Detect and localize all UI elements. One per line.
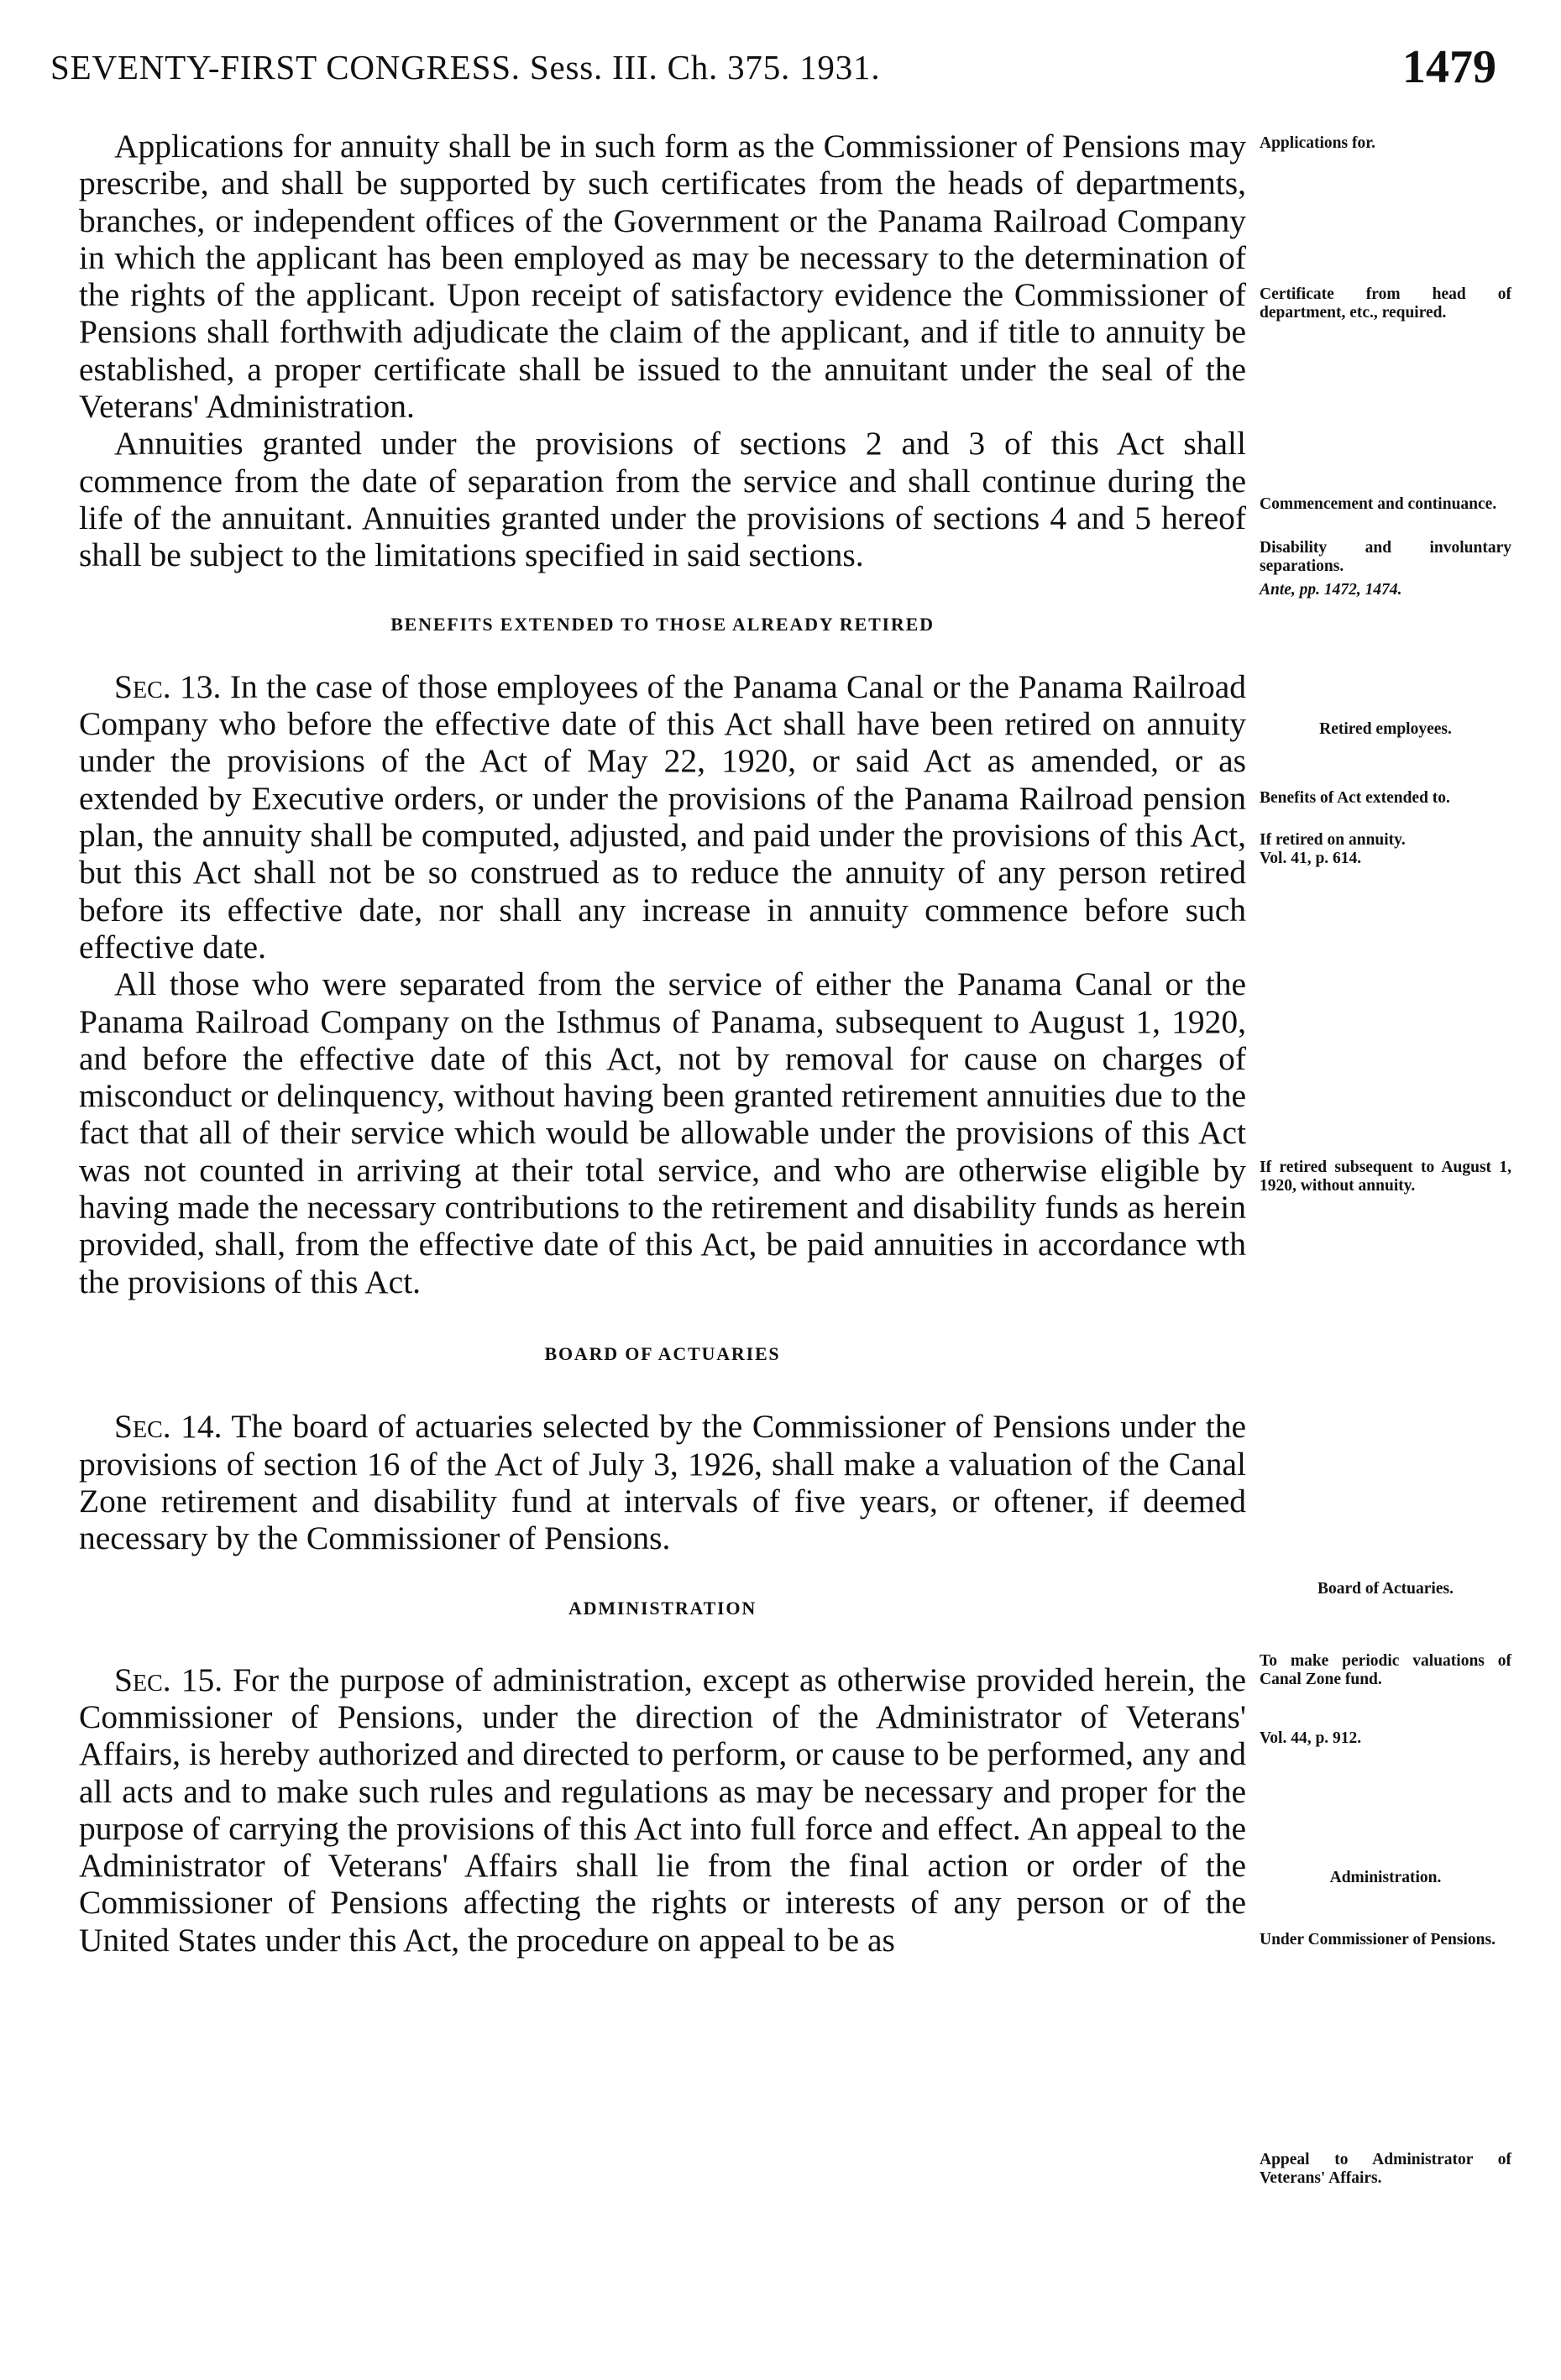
margin-note-board: Board of Actuaries.: [1317, 1580, 1454, 1598]
margin-note-vol41: Vol. 41, p. 614.: [1260, 850, 1362, 867]
sec-13-text: In the case of those employees of the Panama Canal or the Panama Railroad Company who before the effective date of this Act shall have been retired on annuity under the provisions of the Act of May 22, 1920, or said Act as amended, or as extended by Executive orders, or under the provisions of the Panama Railroad pension plan, the annuity shall be computed, adjusted, and paid under the provisions of this Act, but this Act shall not be so construed as to reduce the annuity of any person retired before its effective date, nor shall any increase in annuity commence before such effective date.: [79, 667, 1247, 965]
heading-administration: ADMINISTRATION: [568, 1598, 757, 1619]
paragraph-applications: Applications for annuity shall be in such form as the Commissioner of Pensions may prescribe, and shall be supported by such certificates from the heads of departments, branches, or independent offices of the Government or the Panama Railroad Company in which the applicant has been employed as may be necessary to the determination of the rights of the applicant. Upon receipt of satisfactory evidence the Commissioner of Pensions shall forthwith adjudicate the claim of the applicant, and if title to annuity be established, a proper certificate shall be issued to the annuitant under the seal of the Veterans' Administration.: [79, 128, 1246, 426]
page-header: [50, 41, 1503, 106]
margin-note-certificate: Certificate from head of department, etc., required.: [1260, 285, 1511, 322]
margin-note-benefits: Benefits of Act extended to.: [1260, 789, 1450, 807]
sec-15-text: For the purpose of administration, except as otherwise provided herein, the Commissioner of Pensions, under the direction of the Administrator of Veterans' Affairs, is hereby authorized and directed to perform, or cause to be performed, any and all acts and to make such rules and regulations as may be necessary and proper for the purpose of carrying the provisions of this Act into full force and effect. An appeal to the Administrator of Veterans' Affairs shall lie from the final action or order of the Commissioner of Pensions affecting the rights or interests of any person or of the United States under this Act, the procedure on appeal to be as: [79, 1661, 1246, 1959]
sec-14-label: Sec. 14.: [114, 1408, 223, 1446]
heading-benefits-extended: BENEFITS EXTENDED TO THOSE ALREADY RETIRED: [390, 613, 935, 635]
margin-note-disability: Disability and involuntary separations.: [1260, 539, 1511, 575]
margin-note-commencement: Commencement and continuance.: [1260, 495, 1497, 513]
sec-14-text: The board of actuaries selected by the Commissioner of Pensions under the provisions of section 16 of the Act of July 3, 1926, shall make a valuation of the Canal Zone retirement and disability fund at intervals of five years, or oftener, if deemed necessary by the Commissioner of Pensions.: [79, 1408, 1247, 1557]
ante-ref: Ante, pp. 1472, 1474.: [1260, 581, 1402, 599]
paragraph-sec-15: [79, 1661, 1246, 1959]
page-number: 1479: [1402, 41, 1496, 93]
margin-note-subsequent: If retired subsequent to August 1, 1920, without annuity.: [1260, 1159, 1511, 1195]
margin-note-appeal: Appeal to Administrator of Veterans' Affairs.: [1260, 2151, 1511, 2187]
margin-note-valuations: To make periodic valuations of Canal Zone fund.: [1260, 1652, 1511, 1688]
running-head: SEVENTY-FIRST CONGRESS. Sess. III. Ch. 375. 1931.: [50, 48, 881, 86]
paragraph-sec-13: [79, 668, 1246, 965]
margin-note-ante: [1260, 581, 1511, 599]
margin-note-if-retired: If retired on annuity.: [1260, 831, 1406, 849]
paragraph-all-those: All those who were separated from the service of either the Panama Canal or the Panama Railroad Company on the Isthmus of Panama, subsequent to August 1, 1920, and before the effective date of this Act, not by removal for cause on charges of misconduct or delinquency, without having been granted retirement annuities due to the fact that all of their service which would be allowable under the provisions of this Act was not counted in arriving at their total service, and who are otherwise eligible by having made the necessary contributions to the retirement and disability funds as herein provided, shall, from the effective date of this Act, be paid annuities in accordance wth the provisions of this Act.: [79, 965, 1246, 1300]
margin-note-administration: Administration.: [1329, 1869, 1442, 1886]
margin-note-under-commissioner: Under Commissioner of Pensions.: [1260, 1931, 1496, 1948]
paragraph-annuities-commence: Annuities granted under the provisions of sections 2 and 3 of this Act shall commence from the date of separation from the service and shall continue during the life of the annuitant. Annuities granted under the provisions of sections 4 and 5 hereof shall be subject to the limitations specified in said sections.: [79, 425, 1246, 574]
heading-board-of-actuaries: BOARD OF ACTUARIES: [544, 1342, 781, 1364]
margin-note-vol44: Vol. 44, p. 912.: [1260, 1729, 1362, 1747]
margin-note-retired: Retired employees.: [1319, 720, 1452, 738]
paragraph-sec-14: [79, 1408, 1246, 1556]
sec-15-label: Sec. 15.: [114, 1661, 223, 1698]
margin-note-applications: Applications for.: [1260, 134, 1375, 152]
body-text: [79, 128, 1246, 1959]
sec-13-label: Sec. 13.: [114, 667, 222, 705]
